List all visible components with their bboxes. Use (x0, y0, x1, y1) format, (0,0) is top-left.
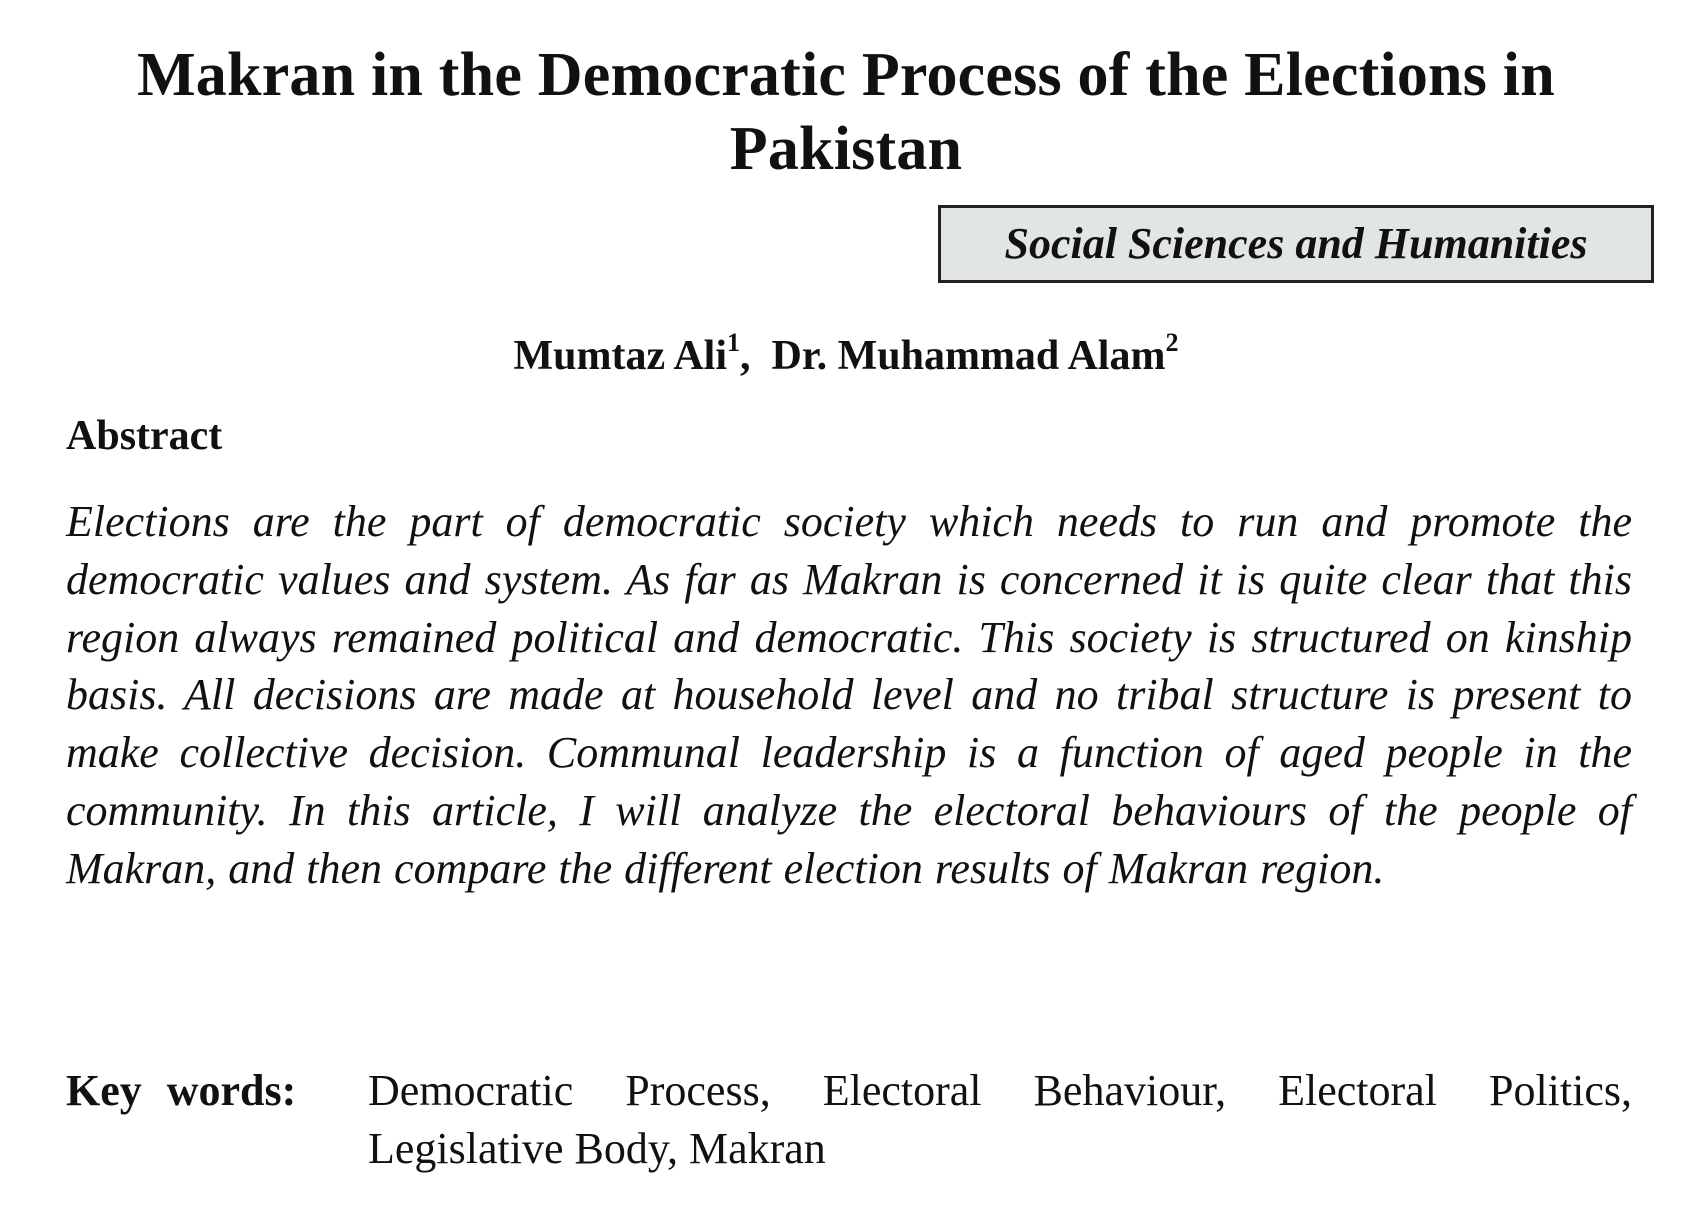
abstract-heading: Abstract (66, 413, 223, 459)
keywords-label: Key words: (66, 1066, 297, 1115)
keywords-list: Democratic Process, Electoral Behaviour, Electoral Politics, Legislative Body, Makran (368, 1066, 1632, 1173)
abstract-body: Elections are the part of democratic society which needs to run and promote the democratic values and system. As far as Makran is concerned it is quite clear that this region always remained political and democratic. This society is structured on kinship basis. All decisions are made at household level and no tribal structure is present to make collective decision. Communal leadership is a function of aged people in the community. In this article, I will analyze the electoral behaviours of the people of Makran, and then compare the different election results of Makran region. (66, 497, 1632, 893)
author-affiliation-marker: 1 (726, 328, 740, 357)
author-separator: , (739, 333, 772, 379)
author-name: Mumtaz Ali (513, 333, 727, 379)
author-list (0, 330, 1692, 382)
category-label: Social Sciences and Humanities (1004, 219, 1588, 268)
keywords-section (66, 1062, 1632, 1178)
category-badge (938, 205, 1654, 283)
paper-title: Makran in the Democratic Process of the Elections in Pakistan (137, 41, 1555, 183)
author-affiliation-marker: 2 (1165, 328, 1179, 357)
author-name: Dr. Muhammad Alam (771, 333, 1166, 379)
